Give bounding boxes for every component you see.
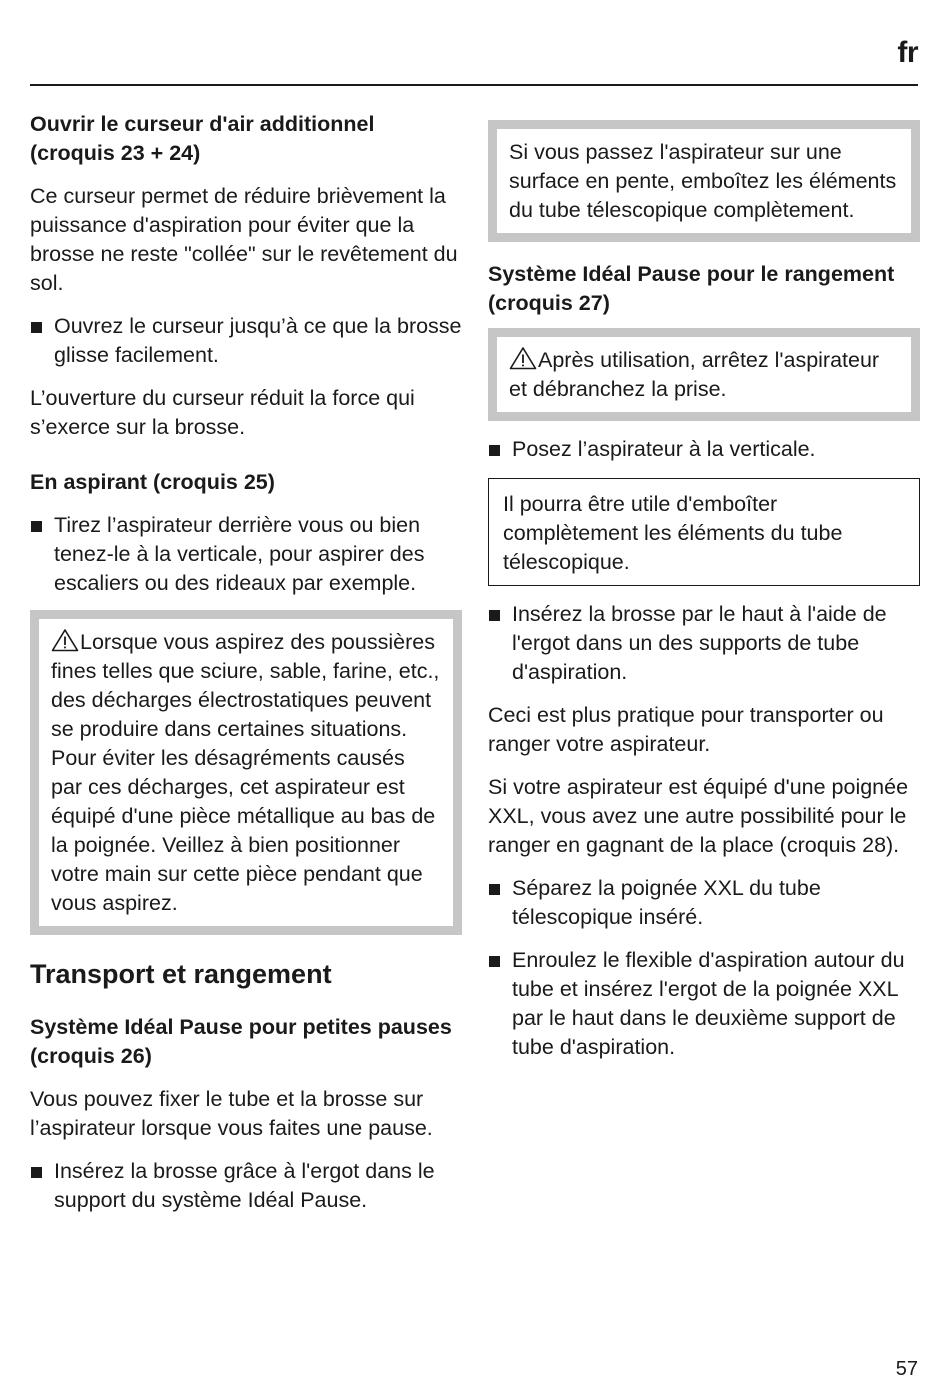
info-box-text: Si vous passez l'aspirateur sur une surface en pente, emboîtez les éléments du tube télescopique complètement. — [509, 140, 897, 222]
paragraph: L’ouverture du curseur réduit la force qui s’exerce sur la brosse. — [30, 386, 415, 439]
section-title-air-slider: Ouvrir le curseur d'air additionnel (croquis 23 + 24) — [30, 112, 375, 165]
page-number: 57 — [895, 1358, 918, 1380]
page-heading-transport: Transport et rangement — [30, 959, 332, 989]
warning-triangle-icon — [509, 346, 537, 370]
section-title-vacuuming: En aspirant (croquis 25) — [30, 470, 275, 494]
language-code: fr — [897, 36, 918, 69]
list-item — [488, 600, 920, 687]
list-item-text: Insérez la brosse grâce à l'ergot dans le support du système Idéal Pause. — [54, 1159, 435, 1212]
bullet-square-icon — [31, 322, 42, 333]
list-item-text: Insérez la brosse par le haut à l'aide de l'ergot dans un des supports de tube d'aspiration. — [512, 602, 887, 684]
list-item-text: Séparez la poignée XXL du tube télescopique inséré. — [512, 876, 821, 929]
note-box — [488, 478, 920, 586]
bullet-square-icon — [489, 610, 500, 621]
list-item-text: Enroulez le flexible d'aspiration autour du tube et insérez l'ergot de la poignée XXL par le haut dans le deuxième support de tube d'aspiration. — [512, 948, 905, 1059]
list-item — [30, 511, 462, 598]
bullet-square-icon — [31, 1167, 42, 1178]
list-item-text: Tirez l’aspirateur derrière vous ou bien tenez-le à la verticale, pour aspirer des escaliers ou des rideaux par exemple. — [54, 513, 425, 595]
bullet-square-icon — [489, 956, 500, 967]
bullet-square-icon — [31, 521, 42, 532]
warning-box — [488, 328, 920, 421]
note-text: Il pourra être utile d'emboîter complètement les éléments du tube télescopique. — [503, 492, 843, 574]
list-item — [488, 874, 920, 932]
list-item-text: Posez l’aspirateur à la verticale. — [512, 437, 816, 461]
list-item — [488, 946, 920, 1062]
warning-triangle-icon — [51, 628, 79, 652]
list-item-text: Ouvrez le curseur jusqu’à ce que la brosse glisse facilement. — [54, 314, 462, 367]
list-item — [30, 312, 462, 370]
bullet-square-icon — [489, 445, 500, 456]
paragraph: Ceci est plus pratique pour transporter ou ranger votre aspirateur. — [488, 703, 884, 756]
paragraph: Si votre aspirateur est équipé d'une poignée XXL, vous avez une autre possibilité pour le ranger en gagnant de la place (croquis 28). — [488, 775, 909, 857]
paragraph: Ce curseur permet de réduire brièvement la puissance d'aspiration pour éviter que la brosse ne reste "collée" sur le revêtement du sol. — [30, 184, 458, 295]
list-item — [488, 435, 920, 464]
list-item — [30, 1157, 462, 1215]
info-box-slope — [488, 120, 920, 242]
paragraph: Vous pouvez fixer le tube et la brosse sur l’aspirateur lorsque vous faites une pause. — [30, 1087, 433, 1140]
warning-text: Après utilisation, arrêtez l'aspirateur et débranchez la prise. — [509, 348, 880, 401]
bullet-square-icon — [489, 884, 500, 895]
section-title-short-pause: Système Idéal Pause pour petites pauses (croquis 26) — [30, 1015, 452, 1068]
warning-box — [30, 610, 462, 935]
left-column — [30, 110, 462, 1215]
section-title-storage: Système Idéal Pause pour le rangement (croquis 27) — [488, 262, 895, 315]
right-column — [488, 120, 920, 1062]
warning-text: Lorsque vous aspirez des poussières fines telles que sciure, sable, farine, etc., des décharges électrostatiques peuvent se produire dans certaines situations. Pour éviter les désagréments causés par ces décharges, cet aspirateur est équipé d'une pièce métallique au bas de la poignée. Veillez à bien positionner votre main sur cette pièce pendant que vous aspirez. — [51, 630, 440, 915]
header-rule — [30, 84, 918, 86]
